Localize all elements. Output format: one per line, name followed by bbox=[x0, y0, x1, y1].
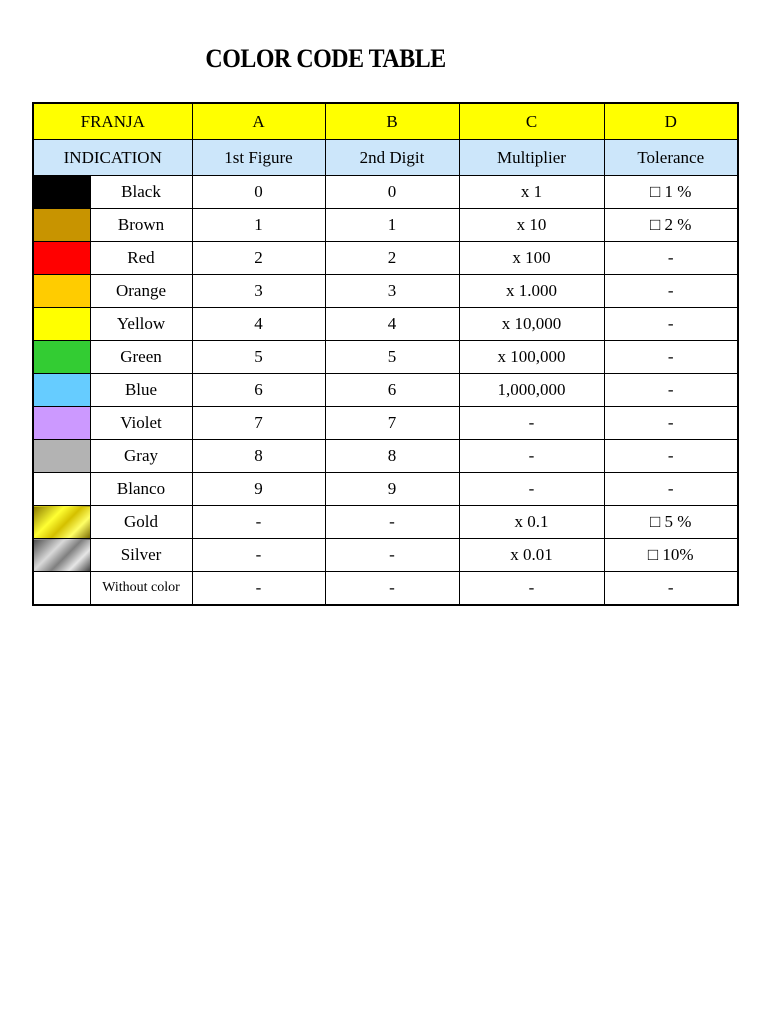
color-swatch bbox=[33, 506, 90, 539]
cell-b: 9 bbox=[325, 473, 459, 506]
color-name: Black bbox=[90, 176, 192, 209]
cell-c: x 0.1 bbox=[459, 506, 604, 539]
color-swatch bbox=[33, 242, 90, 275]
header-second-digit: 2nd Digit bbox=[325, 140, 459, 176]
cell-d: - bbox=[604, 473, 738, 506]
table-row bbox=[33, 374, 738, 407]
color-swatch bbox=[33, 308, 90, 341]
header-first-figure: 1st Figure bbox=[192, 140, 325, 176]
color-name: Violet bbox=[90, 407, 192, 440]
cell-b: 2 bbox=[325, 242, 459, 275]
color-swatch bbox=[33, 176, 90, 209]
color-name: Blue bbox=[90, 374, 192, 407]
cell-b: 6 bbox=[325, 374, 459, 407]
color-swatch bbox=[33, 275, 90, 308]
table-row bbox=[33, 275, 738, 308]
color-name: Without color bbox=[90, 572, 192, 606]
color-swatch bbox=[33, 374, 90, 407]
color-name: Brown bbox=[90, 209, 192, 242]
cell-c: - bbox=[459, 407, 604, 440]
cell-d: - bbox=[604, 407, 738, 440]
cell-b: - bbox=[325, 506, 459, 539]
cell-a: - bbox=[192, 572, 325, 606]
cell-a: - bbox=[192, 506, 325, 539]
cell-c: x 100 bbox=[459, 242, 604, 275]
cell-a: 3 bbox=[192, 275, 325, 308]
cell-c: x 100,000 bbox=[459, 341, 604, 374]
color-swatch bbox=[33, 440, 90, 473]
cell-c: x 10 bbox=[459, 209, 604, 242]
cell-b: 0 bbox=[325, 176, 459, 209]
header-tolerance: Tolerance bbox=[604, 140, 738, 176]
header-col-b: B bbox=[325, 103, 459, 140]
cell-a: 7 bbox=[192, 407, 325, 440]
cell-c: x 1.000 bbox=[459, 275, 604, 308]
color-name: Orange bbox=[90, 275, 192, 308]
table-row bbox=[33, 407, 738, 440]
color-swatch bbox=[33, 209, 90, 242]
cell-d: □ 10% bbox=[604, 539, 738, 572]
color-name: Silver bbox=[90, 539, 192, 572]
cell-a: 6 bbox=[192, 374, 325, 407]
header-row-letters bbox=[33, 103, 738, 140]
cell-c: x 0.01 bbox=[459, 539, 604, 572]
color-name: Red bbox=[90, 242, 192, 275]
table-row bbox=[33, 539, 738, 572]
header-row-descriptions bbox=[33, 140, 738, 176]
cell-a: 8 bbox=[192, 440, 325, 473]
header-col-d: D bbox=[604, 103, 738, 140]
table-row bbox=[33, 308, 738, 341]
color-swatch bbox=[33, 539, 90, 572]
cell-b: 1 bbox=[325, 209, 459, 242]
table-row bbox=[33, 506, 738, 539]
header-col-a: A bbox=[192, 103, 325, 140]
cell-b: 8 bbox=[325, 440, 459, 473]
cell-b: 4 bbox=[325, 308, 459, 341]
color-swatch bbox=[33, 341, 90, 374]
table-row bbox=[33, 341, 738, 374]
cell-a: 2 bbox=[192, 242, 325, 275]
cell-d: - bbox=[604, 572, 738, 606]
cell-d: □ 5 % bbox=[604, 506, 738, 539]
header-multiplier: Multiplier bbox=[459, 140, 604, 176]
cell-a: - bbox=[192, 539, 325, 572]
table-row bbox=[33, 209, 738, 242]
color-swatch bbox=[33, 473, 90, 506]
cell-b: 3 bbox=[325, 275, 459, 308]
table-row bbox=[33, 176, 738, 209]
cell-d: - bbox=[604, 440, 738, 473]
cell-d: - bbox=[604, 341, 738, 374]
cell-b: 7 bbox=[325, 407, 459, 440]
cell-a: 4 bbox=[192, 308, 325, 341]
table-row bbox=[33, 473, 738, 506]
table-row bbox=[33, 440, 738, 473]
cell-b: - bbox=[325, 572, 459, 606]
color-name: Green bbox=[90, 341, 192, 374]
cell-c: - bbox=[459, 473, 604, 506]
cell-b: - bbox=[325, 539, 459, 572]
cell-d: □ 2 % bbox=[604, 209, 738, 242]
table-row bbox=[33, 572, 738, 606]
cell-c: - bbox=[459, 572, 604, 606]
cell-c: x 10,000 bbox=[459, 308, 604, 341]
cell-c: x 1 bbox=[459, 176, 604, 209]
header-franja: FRANJA bbox=[33, 103, 192, 140]
cell-a: 0 bbox=[192, 176, 325, 209]
cell-a: 5 bbox=[192, 341, 325, 374]
color-swatch bbox=[33, 572, 90, 606]
cell-c: - bbox=[459, 440, 604, 473]
cell-a: 1 bbox=[192, 209, 325, 242]
header-col-c: C bbox=[459, 103, 604, 140]
cell-d: □ 1 % bbox=[604, 176, 738, 209]
cell-d: - bbox=[604, 275, 738, 308]
color-name: Yellow bbox=[90, 308, 192, 341]
color-name: Gray bbox=[90, 440, 192, 473]
page-title: COLOR CODE TABLE bbox=[205, 44, 446, 73]
color-name: Gold bbox=[90, 506, 192, 539]
cell-a: 9 bbox=[192, 473, 325, 506]
cell-b: 5 bbox=[325, 341, 459, 374]
color-code-table bbox=[32, 102, 739, 606]
cell-d: - bbox=[604, 242, 738, 275]
cell-c: 1,000,000 bbox=[459, 374, 604, 407]
cell-d: - bbox=[604, 374, 738, 407]
color-name: Blanco bbox=[90, 473, 192, 506]
color-swatch bbox=[33, 407, 90, 440]
header-indication: INDICATION bbox=[33, 140, 192, 176]
table-row bbox=[33, 242, 738, 275]
cell-d: - bbox=[604, 308, 738, 341]
